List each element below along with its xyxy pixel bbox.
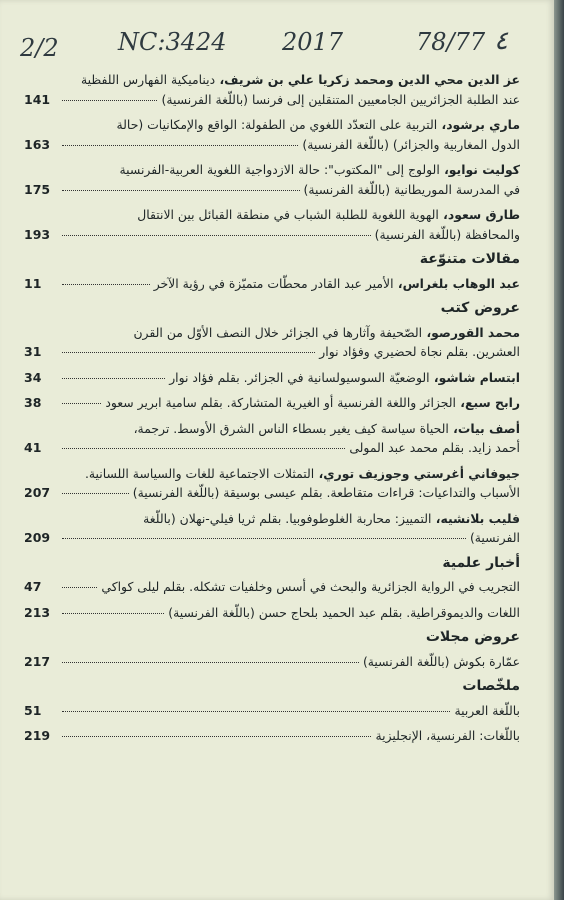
page-number: 219 (24, 726, 52, 746)
page-number: 11 (24, 274, 43, 294)
entry-title: ديناميكية الفهارس اللفظية (80, 72, 216, 87)
dot-leader (62, 662, 359, 663)
entry-title-cont: في المدرسة الموريطانية (باللّغة الفرنسية) (303, 181, 520, 197)
dot-leader (62, 711, 450, 712)
entry-title: باللّغات: الفرنسية، الإنجليزية (375, 728, 520, 743)
entry-line (24, 225, 520, 245)
toc-entry (24, 160, 520, 199)
dot-leader (62, 235, 371, 236)
toc-entry (24, 419, 520, 458)
entry-author: محمد القورصو، (422, 324, 520, 340)
entry-line (24, 342, 520, 362)
page-number: 209 (24, 528, 52, 548)
entry-title-cont: الدول المغاربية والجزائر) (باللّغة الفرنسية) (302, 136, 520, 152)
toc-entry (24, 464, 520, 503)
entry-line (24, 652, 520, 672)
entry-title: الصّحيفة وآثارها في الجزائر خلال النصف الأوّل من القرن (133, 324, 423, 340)
handwritten-header (0, 22, 554, 72)
entry-title: باللّغة العربية (454, 702, 520, 718)
entry-line (30, 160, 520, 180)
dot-leader (62, 378, 165, 379)
toc-entry (24, 652, 520, 672)
entry-line (24, 393, 520, 413)
entry-author: ماري برشود، (437, 117, 520, 132)
catalog-code: NC:3424 (118, 28, 227, 56)
entry-title: الولوج إلى "المكتوب": حالة الازدواجية اللغوية العربية-الفرنسية (119, 162, 440, 177)
entry-line (24, 701, 520, 721)
entry-line (24, 577, 520, 597)
entry-title-cont: والمحافظة (باللّغة الفرنسية) (374, 226, 520, 242)
entry-title-cont: عند الطلبة الجزائريين الجامعيين المتنقلين إلى فرنسا (باللّغة الفرنسية) (161, 91, 520, 107)
section-title-abstracts: ملخّصات (462, 678, 520, 694)
dot-leader (62, 613, 164, 614)
page-number: 51 (24, 701, 43, 721)
entry-title: التمييز: محاربة الغلوطوفوبيا. بقلم ثريا فيلي-نهلان (باللّغة (143, 510, 432, 526)
entry-line (30, 464, 520, 484)
entry-title: الجزائر واللغة الفرنسية أو الغيرية المتشاركة. بقلم سامية ابرير سعود (105, 395, 456, 410)
section-title-misc: مقالات متنوّعة (419, 251, 520, 267)
entry-author: أصف بيات، (448, 420, 520, 436)
page-number: 175 (24, 180, 52, 200)
entry-author: طارق سعود، (438, 207, 520, 222)
entry-title: التمثلات الاجتماعية للغات والسياسة اللسانية. (84, 465, 315, 481)
page-number: 163 (24, 135, 52, 155)
dot-leader (62, 736, 371, 737)
dot-leader (62, 100, 157, 101)
entry-author: عز الدين محي الدين ومحمد زكريا علي بن شريف، (215, 72, 520, 87)
entry-title: الوضعيّة السوسيولسانية في الجزائر. بقلم فؤاد نوار (169, 369, 430, 385)
entry-author: ابتسام شاشو، (429, 369, 520, 385)
entry-line (24, 90, 520, 110)
page-number: 207 (24, 483, 52, 503)
volume: 78/77 (416, 28, 486, 56)
toc-entry (24, 701, 520, 721)
entry-line (30, 323, 520, 343)
dot-leader (62, 284, 150, 285)
section-title-news: أخبار علمية (442, 554, 520, 571)
entry-line (24, 274, 520, 294)
toc-entry (24, 115, 520, 154)
dot-leader (62, 403, 101, 404)
page-edge (554, 0, 564, 900)
entry-line (30, 509, 520, 529)
entry-title-cont: العشرين. بقلم نجاة لحضيري وفؤاد نوار (319, 344, 520, 359)
page-number: 41 (24, 438, 43, 458)
entry-author: فليب بلانشيه، (431, 510, 520, 526)
section-title-journals: عروض مجلات (425, 629, 520, 645)
page-number: 47 (24, 577, 43, 597)
entry-title: الحياة سياسة كيف يغير بسطاء الناس الشرق الأوسط. ترجمة، (133, 420, 449, 436)
entry-line (30, 419, 520, 439)
toc-entry (24, 509, 520, 548)
entry-line (30, 115, 520, 135)
entry-author: رابح سبع، (455, 395, 520, 410)
section-title-reviews: عروض كتب (440, 300, 520, 316)
entry-title: الأمير عبد القادر محطّات متميّزة في رؤية الآخر (153, 275, 394, 291)
page-number: 38 (24, 393, 43, 413)
page-number: 217 (24, 652, 52, 672)
entry-line (24, 368, 520, 388)
entry-title-cont: الأسباب والتداعيات: قراءات متقاطعة. بقلم عيسى بوسيقة (باللّغة الفرنسية) (132, 485, 520, 500)
toc-entry (24, 577, 520, 597)
entry-author: كوليت نوايو، (439, 162, 520, 177)
toc-entry (24, 393, 520, 413)
page-ref: 2/2 (20, 34, 59, 62)
entry-line (24, 726, 520, 746)
toc-entry (24, 368, 520, 388)
entry-title-cont: أحمد زايد. بقلم محمد عبد المولى (349, 440, 520, 455)
dot-leader (62, 190, 300, 191)
page-number: 141 (24, 90, 52, 110)
entry-author: جيوفاني أغرستي وجوزيف توري، (314, 465, 520, 481)
page-number: 193 (24, 225, 52, 245)
toc-entry (24, 205, 520, 244)
entry-line (24, 483, 520, 503)
entry-title: الهوية اللغوية للطلبة الشباب في منطقة القبائل بين الانتقال (137, 207, 439, 222)
entry-line (24, 135, 520, 155)
entry-line (24, 528, 520, 548)
page-number: 213 (24, 603, 52, 623)
entry-title: التربية على التعدّد اللغوي من الطفولة: الواقع والإمكانيات (حالة (116, 117, 438, 132)
entry-title: التجريب في الرواية الجزائرية والبحث في أسس وخلفيات تشكله. بقلم ليلى كواكي (101, 579, 520, 594)
dot-leader (62, 352, 315, 353)
page-number: 34 (24, 368, 43, 388)
dot-leader (62, 145, 298, 146)
entry-line (24, 180, 520, 200)
entry-title: عمّارة بكوش (باللّغة الفرنسية) (362, 653, 520, 669)
entry-title-cont: الفرنسية) (469, 530, 520, 545)
dot-leader (62, 538, 466, 539)
toc-entry (24, 603, 520, 623)
year: 2017 (282, 28, 344, 56)
issue-number: ٤ (494, 26, 508, 56)
toc-entry (24, 726, 520, 746)
entry-title: اللغات والديموقراطية. بقلم عبد الحميد بلحاج حسن (باللّغة الفرنسية) (168, 604, 520, 620)
toc-entry (24, 70, 520, 109)
entry-line (30, 205, 520, 225)
entry-line (24, 603, 520, 623)
table-of-contents (24, 70, 520, 752)
toc-entry (24, 274, 520, 294)
dot-leader (62, 587, 97, 588)
dot-leader (62, 493, 129, 494)
toc-entry (24, 323, 520, 362)
page-number: 31 (24, 342, 43, 362)
entry-author: عبد الوهاب بلغراس، (393, 275, 520, 291)
entry-line (24, 438, 520, 458)
dot-leader (62, 448, 345, 449)
entry-line (30, 70, 520, 90)
